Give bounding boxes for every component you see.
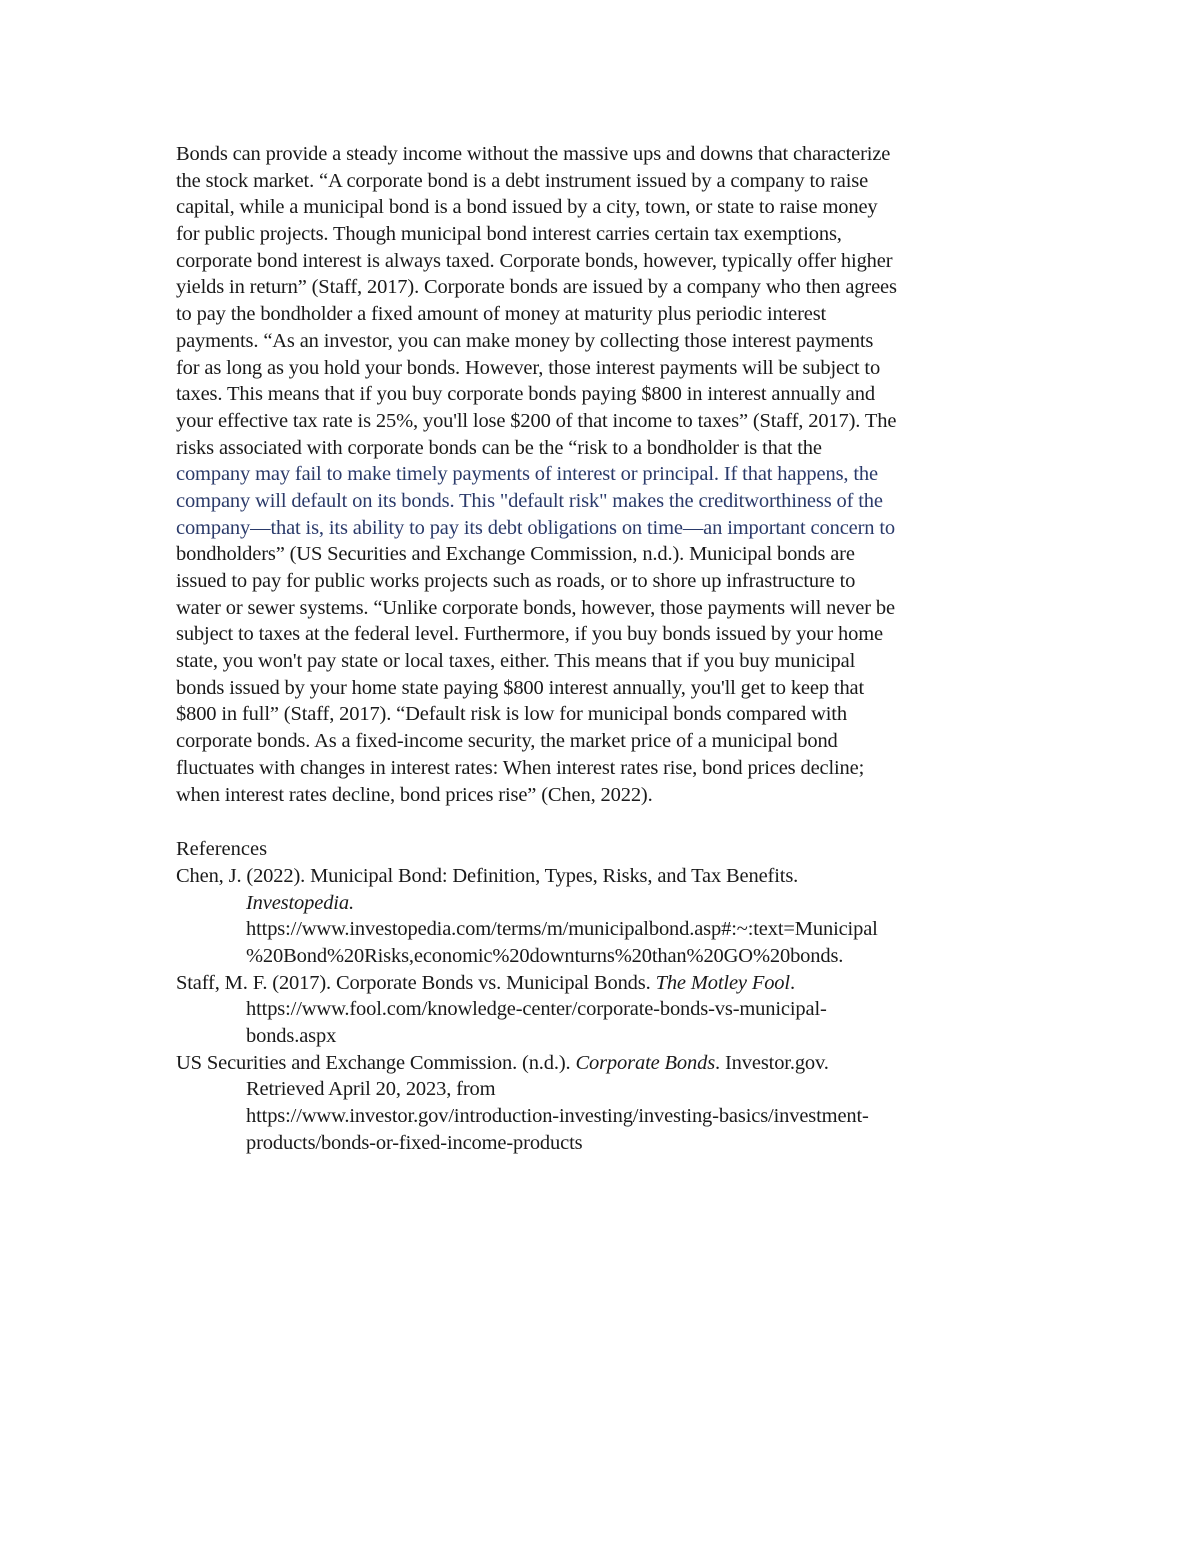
reference-sec-retrieved: Retrieved April 20, 2023, from (246, 1078, 496, 1101)
reference-chen-source: Investopedia. (246, 891, 354, 914)
body-line-5: corporate bond interest is always taxed. Corporate bonds, however, typically offer higher (176, 249, 893, 272)
body-line-20: state, you won't pay state or local taxes, either. This means that if you buy municipal (176, 650, 856, 673)
reference-staff-url-1[interactable]: https://www.fool.com/knowledge-center/corporate-bonds-vs-municipal- (246, 998, 827, 1021)
body-line-6: yields in return” (Staff, 2017). Corporate bonds are issued by a company who then agrees (176, 276, 897, 299)
reference-staff-url-2[interactable]: bonds.aspx (246, 1025, 337, 1047)
body-line-23: corporate bonds. As a fixed-income security, the market price of a municipal bond (176, 730, 838, 753)
body-line-1: Bonds can provide a steady income without the massive ups and downs that characterize (176, 143, 891, 165)
body-line-12: risks associated with corporate bonds can be the “risk to a bondholder is that the (176, 436, 822, 459)
body-line-24: fluctuates with changes in interest rates: When interest rates rise, bond prices decline; (176, 756, 865, 779)
body-line-17: issued to pay for public works projects such as roads, or to shore up infrastructure to (176, 570, 856, 592)
reference-sec-url-1[interactable]: https://www.investor.gov/introduction-investing/investing-basics/investment- (246, 1105, 869, 1128)
reference-chen-url-2[interactable]: %20Bond%20Risks,economic%20downturns%20than%20GO%20bonds. (246, 944, 844, 967)
body-line-18: water or sewer systems. “Unlike corporate bonds, however, those payments will never be (176, 596, 895, 619)
reference-sec-title (176, 1050, 1026, 1077)
body-line-4: for public projects. Though municipal bond interest carries certain tax exemptions, (176, 223, 842, 246)
reference-chen-title: Chen, J. (2022). Municipal Bond: Definition, Types, Risks, and Tax Benefits. (176, 864, 799, 887)
body-line-14: company will default on its bonds. This "default risk" makes the creditworthiness of the (176, 489, 883, 512)
body-line-11: your effective tax rate is 25%, you'll lose $200 of that income to taxes” (Staff, 2017). The (176, 409, 897, 432)
reference-sec-prefix: US Securities and Exchange Commission. (n.d.). (176, 1051, 576, 1074)
reference-sec-source: Corporate Bonds (575, 1051, 716, 1074)
paragraph-spacer (176, 808, 1026, 836)
reference-staff-source: The Motley Fool (655, 971, 790, 994)
body-line-8: payments. “As an investor, you can make money by collecting those interest payments (176, 329, 874, 352)
reference-chen (176, 863, 1026, 970)
reference-staff (176, 970, 1026, 1050)
reference-staff-prefix: Staff, M. F. (2017). Corporate Bonds vs. Municipal Bonds. (176, 971, 656, 994)
body-paragraph (176, 141, 1026, 808)
reference-staff-suffix: . (789, 971, 795, 994)
reference-sec-suffix: . Investor.gov. (715, 1051, 829, 1074)
body-line-16: bondholders” (US Securities and Exchange Commission, n.d.). Municipal bonds are (176, 543, 855, 566)
body-line-2: the stock market. “A corporate bond is a debt instrument issued by a company to raise (176, 169, 869, 192)
reference-chen-url-1[interactable]: https://www.investopedia.com/terms/m/municipalbond.asp#:~:text=Municipal (246, 918, 878, 941)
references-heading: References (176, 838, 268, 861)
reference-sec-url-2[interactable]: products/bonds-or-fixed-income-products (246, 1131, 583, 1154)
body-line-25: when interest rates decline, bond prices rise” (Chen, 2022). (176, 783, 653, 806)
body-line-19: subject to taxes at the federal level. Furthermore, if you buy bonds issued by your home (176, 623, 883, 646)
body-line-7: to pay the bondholder a fixed amount of money at maturity plus periodic interest (176, 303, 827, 326)
body-line-10: taxes. This means that if you buy corporate bonds paying $800 in interest annually and (176, 383, 875, 406)
reference-staff-title (176, 970, 1026, 997)
reference-sec (176, 1050, 1026, 1157)
body-line-9: for as long as you hold your bonds. However, those interest payments will be subject to (176, 356, 881, 379)
body-line-21: bonds issued by your home state paying $800 interest annually, you'll get to keep that (176, 676, 865, 699)
body-line-22: $800 in full” (Staff, 2017). “Default risk is low for municipal bonds compared with (176, 703, 847, 726)
body-line-15: company—that is, its ability to pay its debt obligations on time—an important concern to (176, 516, 895, 539)
references-section (176, 836, 1026, 1156)
body-line-13: company may fail to make timely payments of interest or principal. If that happens, the (176, 463, 878, 486)
body-line-3: capital, while a municipal bond is a bond issued by a city, town, or state to raise money (176, 196, 878, 219)
document-page (176, 141, 1026, 1156)
